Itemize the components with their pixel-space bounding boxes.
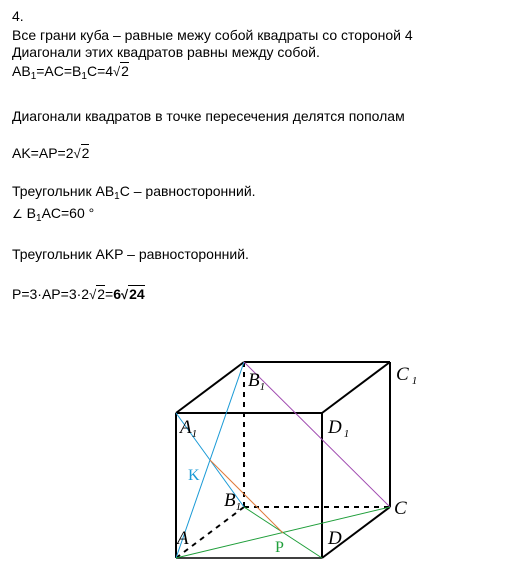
cube-figure [0,340,513,572]
angle-icon: ∠ [12,207,23,221]
problem-number: 4. [12,8,24,24]
angle-statement: ∠ $B_1AC=60$ ° [12,205,95,224]
statement-line-1: Все грани куба – равные межу собой квадраты со стороной 4 [12,27,413,43]
sqrt-24: √24 [120,286,145,302]
diagonal-b1c [244,362,390,507]
label-k: K [188,467,200,484]
statement-triangle-akp: Треугольник AKP – равносторонний. [12,246,249,262]
label-d1: D $_1$ [328,417,350,440]
statement-line-2: Диагонали этих квадратов равны между собой. [12,44,320,60]
label-d: D [328,528,342,549]
sqrt-2: √2 [113,63,129,79]
edge-a1-b1 [176,362,244,413]
label-a1: $A_1$ [180,417,198,440]
statement-line-3: Диагонали квадратов в точке пересечения делятся пополам [12,108,405,124]
sqrt-2: √2 [89,286,105,302]
equation-ak-ap: AK=AP=2√2 [12,145,90,161]
label-p: P [275,539,284,556]
label-b1: $B_1$ [248,370,266,393]
equation-perimeter: P=3·AP=3·2√2=6√24 [12,286,145,302]
statement-triangle-ab1c: Треугольник $AB_1C$ – равносторонний. [12,183,256,202]
label-b: $B_1$ [224,490,242,513]
equation-diagonals: $AB_1=AC=B_1C=4√2$ [12,63,129,82]
label-c: C [394,498,407,519]
label-a: A [177,528,189,549]
edge-d1-c1 [322,362,390,413]
segment-kp [210,460,283,533]
sqrt-2: √2 [73,145,90,161]
label-c1: C $_1$ [396,364,418,387]
